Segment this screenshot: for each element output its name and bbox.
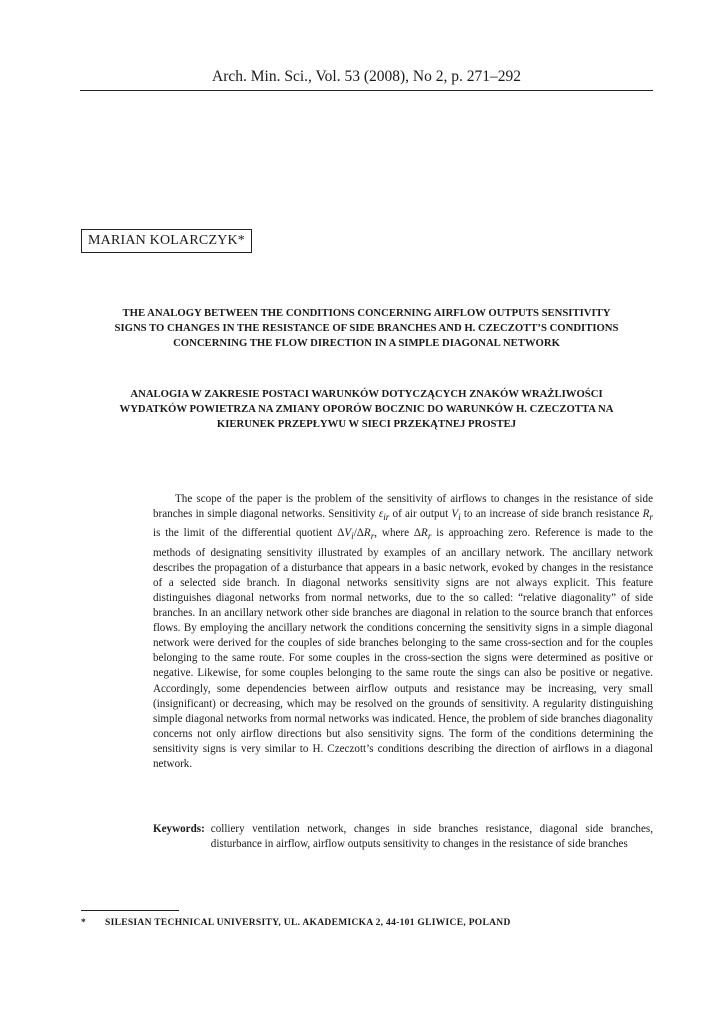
title-line: WYDATKÓW POWIETRZA NA ZMIANY OPORÓW BOCZNIC DO WARUNKÓW H. CZECZOTTA NA	[119, 403, 614, 415]
title-line: KIERUNEK PRZEPŁYWU W SIECI PRZEKĄTNEJ PROSTEJ	[216, 418, 517, 430]
abstract-text: of air output	[389, 508, 452, 521]
symbol-subscript: i	[458, 513, 461, 524]
footnote-divider	[81, 910, 179, 911]
footnote-affiliation: SILESIAN TECHNICAL UNIVERSITY, UL. AKADEMICKA 2, 44-101 GLIWICE, POLAND	[105, 918, 511, 928]
symbol-epsilon: ε	[378, 508, 384, 521]
symbol-subscript: r	[649, 513, 654, 524]
title-line: ANALOGIA W ZAKRESIE POSTACI WARUNKÓW DOTYCZĄCYCH ZNAKÓW WRAŻLIWOŚCI	[130, 388, 603, 400]
abstract-text: The scope of the paper is the problem of the sensitivity of airflows to changes in the resistance of side branches in simple diagonal networks. Sensitivity	[153, 493, 653, 521]
abstract-text: to an increase of side branch resistance	[460, 508, 643, 521]
symbol-subscript: r	[370, 532, 375, 543]
abstract-text: , where Δ	[374, 527, 422, 540]
title-line: SIGNS TO CHANGES IN THE RESISTANCE OF SIDE BRANCHES AND H. CZECZOTT’S CONDITIONS	[114, 322, 619, 334]
symbol-r: R	[421, 527, 428, 540]
keywords-label: Keywords:	[153, 823, 205, 835]
abstract-text: is the limit of the differential quotient Δ	[153, 527, 345, 540]
symbol-subscript: i	[351, 532, 354, 543]
symbol-subscript: r	[427, 532, 432, 543]
symbol-subscript: ir	[383, 513, 390, 524]
title-english	[80, 306, 653, 351]
footnote-mark: *	[81, 918, 87, 928]
title-line: THE ANALOGY BETWEEN THE CONDITIONS CONCERNING AIRFLOW OUTPUTS SENSITIVITY	[122, 307, 611, 319]
symbol-v: V	[451, 508, 459, 521]
title-polish	[80, 387, 653, 432]
symbol-r: R	[363, 527, 371, 540]
keywords-section	[153, 822, 653, 852]
abstract-text: /Δ	[353, 527, 364, 540]
symbol-r: R	[642, 508, 650, 521]
abstract-text: is approaching zero. Reference is made to the methods of designating sensitivity illustrated by examples of an ancillary network. The ancillary network describes the propagation of a disturbance that appears in a basic network, evoked by changes in the resistance of a selected side branch. In diagonal networks sensitivity signs are not always explicit. This feature distinguishes diagonal networks from normal networks, due to the so called: “relative diagonality” of side branches. In an ancillary network other side branches are diagonal in relation to the source branch that enforces flows. By employing the ancillary network the conditions concerning the sensitivity signs in a simple diagonal network were derived for the couples of side branches belonging to the same cross-section and for the couples belonging to the same route. For some couples in the cross-section the signs were determined as positive or negative. Likewise, for some couples belonging to the same route the sings can also be positive or negative. Accordingly, some dependencies between airflow outputs and resistance may be increasing, very small (insignificant) or decreasing, which may be resolved on the grounds of sensitivity. A regularity distinguishing simple diagonal networks from normal networks was indicated. Hence, the problem of side branches diagonality concerns not only airflow directions but also sensitivity signs. The form of the conditions determining the sensitivity signs is very similar to H. Czeczott’s conditions describing the direction of airflows in a diagonal network.	[153, 527, 654, 771]
footnote	[81, 917, 511, 929]
author-name: MARIAN KOLARCZYK*	[81, 229, 252, 253]
abstract-paragraph	[153, 492, 653, 772]
title-line: CONCERNING THE FLOW DIRECTION IN A SIMPLE DIAGONAL NETWORK	[173, 337, 560, 349]
abstract	[153, 492, 653, 772]
keywords-text: colliery ventilation network, changes in side branches resistance, diagonal side branches, disturbance in airflow, airflow outputs sensitivity to changes in the resistance of side branches	[210, 823, 653, 851]
journal-citation-header: Arch. Min. Sci., Vol. 53 (2008), No 2, p. 271–292	[80, 66, 653, 91]
symbol-v: V	[344, 527, 352, 540]
